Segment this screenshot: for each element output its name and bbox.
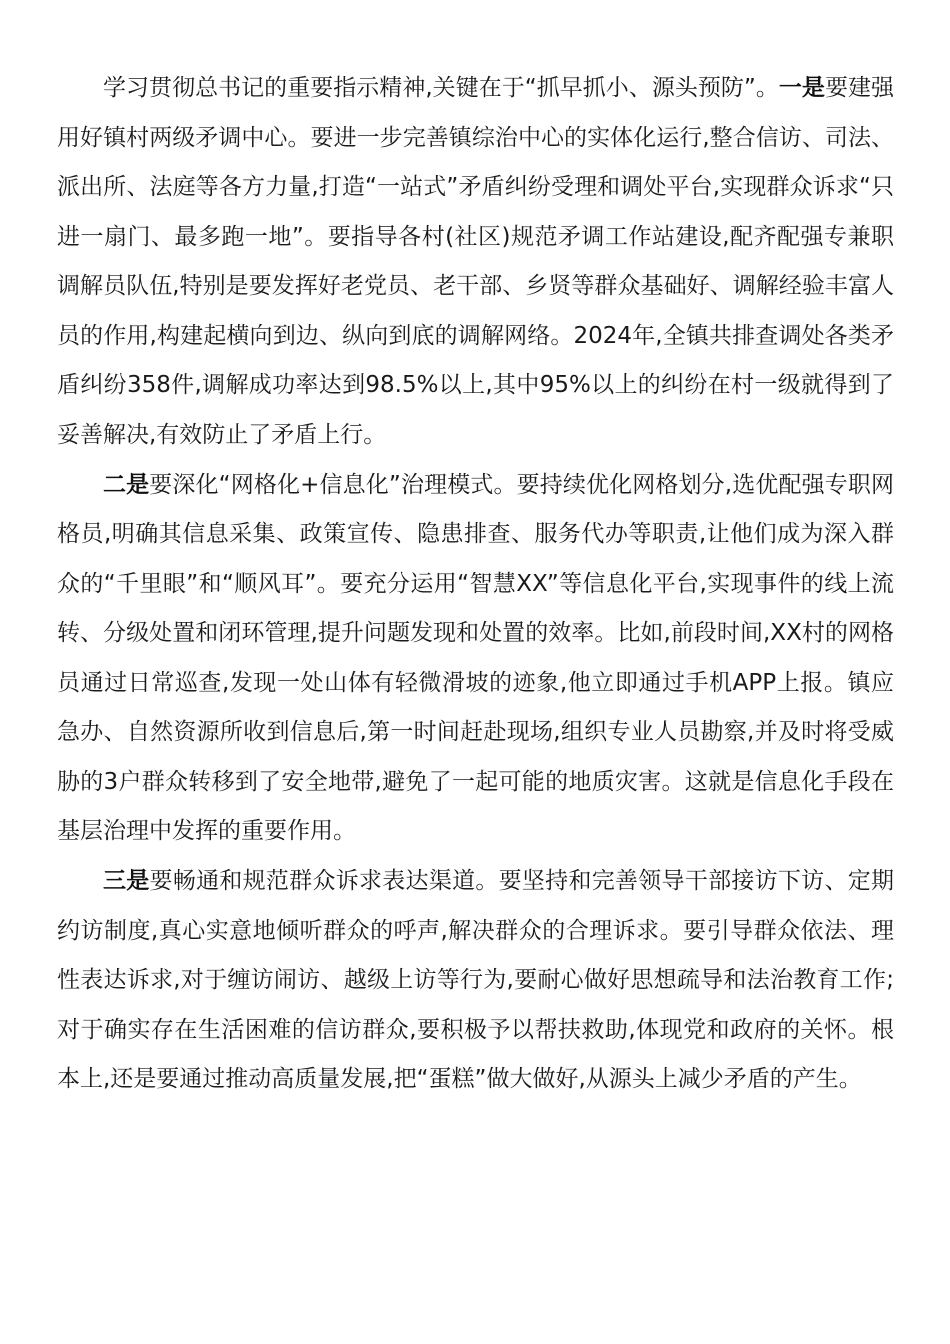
paragraph-1-lead: 一是 — [778, 75, 825, 101]
paragraph-2 — [57, 461, 894, 857]
paragraph-2-lead: 二是 — [103, 471, 150, 498]
paragraph-1-intro: 学习贯彻总书记的重要指示精神,关键在于“抓早抓小、源头预防”。 — [103, 75, 779, 101]
paragraph-1-text: 要建强用好镇村两级矛调中心。要进一步完善镇综治中心的实体化运行,整合信访、司法、派出所、法庭等各方力量,打造“一站式”矛盾纠纷受理和调处平台,实现群众诉求“只进一扇门、最多跑一地”。要指导各村(社区)规范矛调工作站建设,配齐配强专兼职调解员队伍,特别是要发挥好老党员、老干部、乡贤等群众基础好、调解经验丰富人员的作用,构建起横向到边、纵向到底的调解网络。2024年,全镇共排查调处各类矛盾纠纷358件,调解成功率达到98.5%以上,其中95%以上的纠纷在村一级就得到了妥善解决,有效防止了矛盾上行。 — [57, 75, 895, 448]
paragraph-3-lead: 三是 — [103, 868, 150, 894]
paragraph-3 — [57, 857, 894, 1105]
paragraph-2-text: 要深化“网格化+信息化”治理模式。要持续优化网格划分,选优配强专职网格员,明确其信息采集、政策宣传、隐患排查、服务代办等职责,让他们成为深入群众的“千里眼”和“顺风耳”。要充分运用“智慧XX”等信息化平台,实现事件的线上流转、分级处置和闭环管理,提升问题发现和处置的效率。比如,前段时间,XX村的网格员通过日常巡查,发现一处山体有轻微滑坡的迹象,他立即通过手机APP上报。镇应急办、自然资源所收到信息后,第一时间赶赴现场,组织专业人员勘察,并及时将受威胁的3户群众转移到了安全地带,避免了一起可能的地质灾害。这就是信息化手段在基层治理中发挥的重要作用。 — [57, 471, 894, 844]
paragraph-1 — [57, 64, 894, 460]
paragraph-3-text: 要畅通和规范群众诉求表达渠道。要坚持和完善领导干部接访下访、定期约访制度,真心实意地倾听群众的呼声,解决群众的合理诉求。要引导群众依法、理性表达诉求,对于缠访闹访、越级上访等行为,要耐心做好思想疏导和法治教育工作;对于确实存在生活困难的信访群众,要积极予以帮扶救助,体现党和政府的关怀。根本上,还是要通过推动高质量发展,把“蛋糕”做大做好,从源头上减少矛盾的产生。 — [57, 868, 895, 1092]
document-body — [57, 64, 894, 1105]
